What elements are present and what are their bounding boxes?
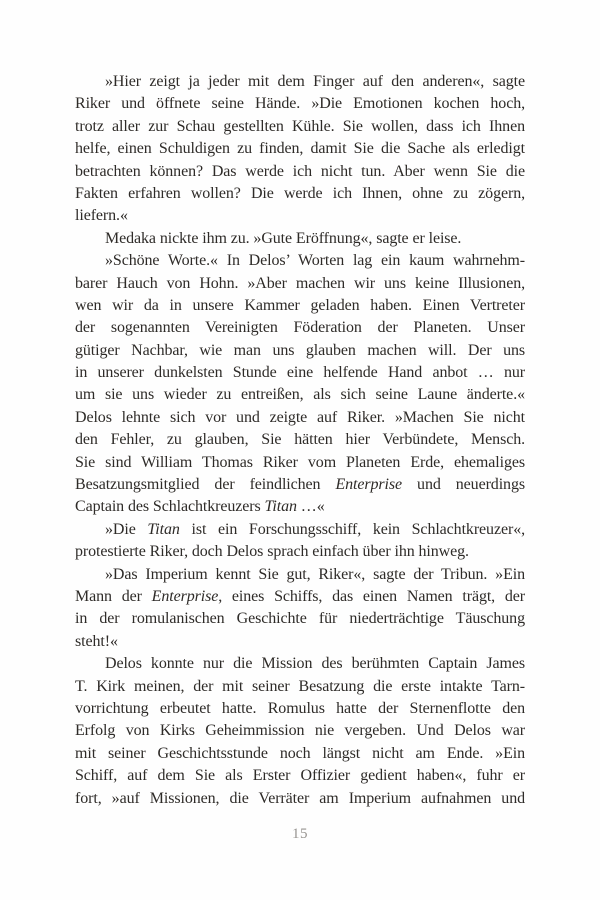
text-line: den Fehler, zu glauben, Sie hätten hier Verbündete, Mensch. bbox=[75, 431, 525, 449]
text-line: protestierte Riker, doch Delos sprach einfach über ihn hinweg. bbox=[75, 543, 469, 561]
paragraph bbox=[75, 519, 525, 564]
text-line: Fakten erfahren wollen? Die werde ich Ihnen, ohne zu zögern, bbox=[75, 184, 525, 202]
text-line: »Hier zeigt ja jeder mit dem Finger auf den anderen«, sagte bbox=[105, 73, 525, 90]
paragraph bbox=[75, 564, 525, 654]
text-line: Mann der Enterprise, eines Schiffs, das einen Namen trägt, der bbox=[75, 587, 526, 605]
text-line: trotz aller zur Schau gestellten Kühle. Sie wollen, dass ich Ihnen bbox=[75, 117, 525, 135]
text-line: barer Hauch von Hohn. »Aber machen wir uns keine Illusionen, bbox=[75, 274, 525, 292]
italic-ship-name: Enterprise bbox=[151, 587, 219, 605]
text-line: T. Kirk meinen, der mit seiner Besatzung die erste intakte Tarn- bbox=[75, 677, 525, 695]
text-line: »Das Imperium kennt Sie gut, Riker«, sagte der Tribun. »Ein bbox=[105, 565, 525, 583]
text-line: Riker und öffnete seine Hände. »Die Emotionen kochen hoch, bbox=[75, 95, 525, 113]
italic-ship-name: Titan bbox=[147, 520, 180, 538]
paragraph bbox=[75, 228, 525, 250]
page-text bbox=[75, 71, 525, 810]
text-line: wen wir da in unsere Kammer geladen haben. Einen Vertreter bbox=[75, 296, 525, 314]
text-line: Medaka nickte ihm zu. »Gute Eröffnung«, sagte er leise. bbox=[105, 229, 462, 247]
paragraph bbox=[75, 250, 525, 519]
paragraph bbox=[75, 653, 525, 810]
italic-ship-name: Titan bbox=[264, 498, 297, 516]
text-line: Delos lehnte sich vor und zeigte auf Riker. »Machen Sie nicht bbox=[75, 408, 525, 426]
text-line: der sogenannten Vereinigten Föderation der Planeten. Unser bbox=[75, 319, 525, 337]
text-line: in der romulanischen Geschichte für niederträchtige Täuschung bbox=[75, 610, 525, 628]
text-line: helfe, einen Schuldigen zu finden, damit Sie die Sache als erledigt bbox=[75, 140, 525, 158]
page-number: 15 bbox=[292, 826, 308, 842]
text-line: gütiger Nachbar, wie man uns glauben machen will. Der uns bbox=[75, 341, 525, 359]
paragraph bbox=[75, 71, 525, 228]
text-line: betrachten können? Das werde ich nicht tun. Aber wenn Sie die bbox=[75, 162, 525, 180]
text-line: Schiff, auf dem Sie als Erster Offizier gedient haben«, fuhr er bbox=[75, 767, 525, 785]
text-line: Delos konnte nur die Mission des berühmten Captain James bbox=[105, 655, 525, 673]
text-line: Captain des Schlachtkreuzers Titan …« bbox=[75, 498, 325, 516]
text-line: Erfolg von Kirks Geheimmission nie vergeben. Und Delos war bbox=[75, 722, 525, 740]
text-line: liefern.« bbox=[75, 207, 128, 225]
text-line: Besatzungsmitglied der feindlichen Enterprise und neuerdings bbox=[75, 476, 525, 494]
text-line: »Schöne Worte.« In Delos’ Worten lag ein kaum wahrnehm- bbox=[105, 252, 525, 270]
text-line: vorrichtung erbeutet hatte. Romulus hatte der Sternenflotte den bbox=[75, 699, 525, 717]
italic-ship-name: Enterprise bbox=[335, 476, 403, 494]
text-line: mit seiner Geschichtsstunde noch längst nicht am Ende. »Ein bbox=[75, 744, 525, 762]
text-line: Sie sind William Thomas Riker vom Planeten Erde, ehemaliges bbox=[75, 453, 525, 471]
text-line: steht!« bbox=[75, 632, 118, 650]
text-line: in unserer dunkelsten Stunde eine helfende Hand anbot … nur bbox=[75, 364, 525, 382]
text-line: fort, »auf Missionen, die Verräter am Imperium aufnahmen und bbox=[75, 789, 525, 807]
text-line: um sie uns wieder zu entreißen, als sich seine Laune änderte.« bbox=[75, 386, 525, 404]
text-line: »Die Titan ist ein Forschungsschiff, kein Schlachtkreuzer«, bbox=[105, 520, 525, 538]
